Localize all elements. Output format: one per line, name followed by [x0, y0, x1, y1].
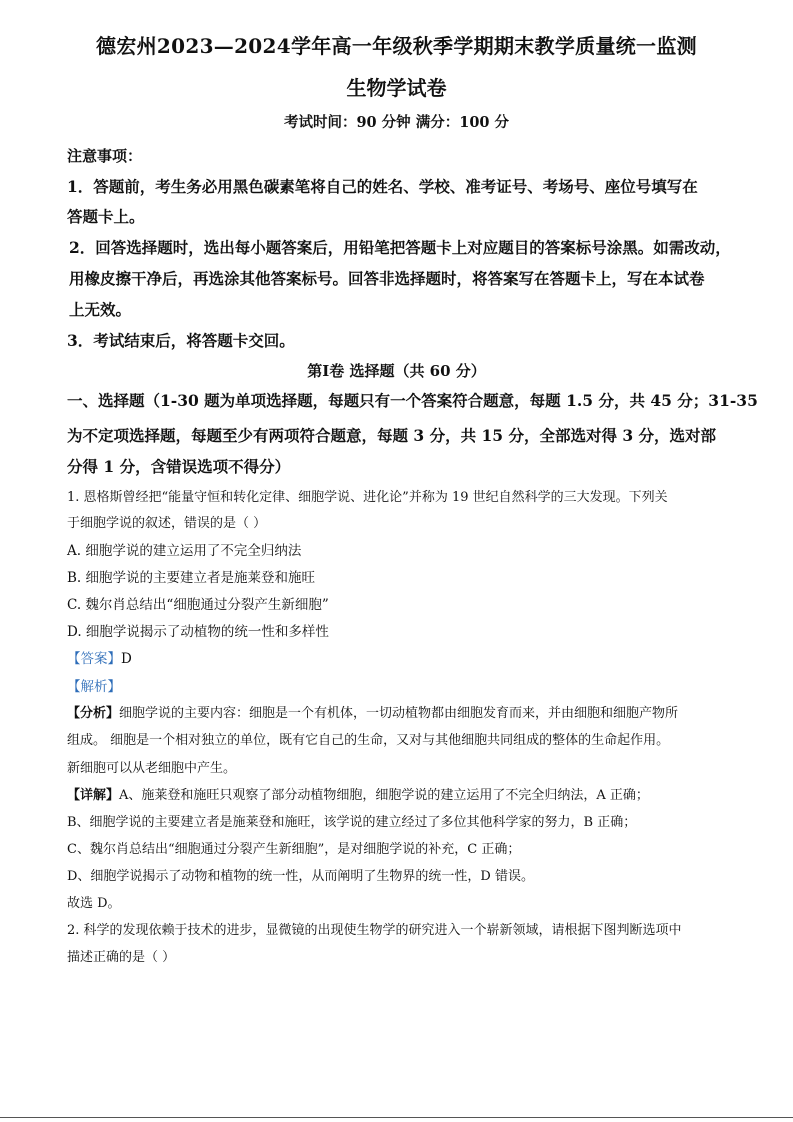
q1-option-a: A. 细胞学说的建立运用了不完全归纳法: [67, 543, 302, 559]
xiangjie-label: 【详解】: [67, 788, 120, 803]
analysis-label: 【解析】: [67, 679, 121, 695]
notice-item-2-line-3: 上无效。: [69, 300, 132, 319]
fenxi-line-3: 新细胞可以从老细胞中产生。: [67, 761, 237, 776]
notice-item-1-line-1: 1．答题前，考生务必用黑色碳素笔将自己的姓名、学校、准考证号、考场号、座位号填写在: [67, 177, 698, 196]
xiangjie-text-1: A、施莱登和施旺只观察了部分动植物细胞，细胞学说的建立运用了不完全归纳法，A 正确；: [119, 788, 649, 803]
notice-item-1-line-2: 答题卡上。: [67, 207, 145, 226]
q1-option-d: D. 细胞学说揭示了动植物的统一性和多样性: [67, 624, 329, 640]
section-title: 第Ⅰ卷 选择题（共 60 分）: [307, 362, 486, 380]
answer-value: D: [121, 651, 132, 667]
section-instruction-line-1: 一、选择题（1-30 题为单项选择题，每题只有一个答案符合题意，每题 1.5 分，共 45 分；31-35: [67, 391, 758, 410]
q1-conclusion: 故选 D。: [67, 896, 121, 911]
page-bottom-divider: [0, 1117, 793, 1118]
section-instruction-line-2: 为不定项选择题，每题至少有两项符合题意，每题 3 分，共 15 分，全部选对得 3 分，选对部: [67, 426, 717, 445]
fenxi-label: 【分析】: [67, 706, 120, 721]
notice-item-3: 3．考试结束后，将答题卡交回。: [67, 331, 295, 350]
xiangjie-line-1: [67, 784, 649, 803]
fenxi-line-1: [67, 702, 678, 721]
q1-option-b: B. 细胞学说的主要建立者是施莱登和施旺: [67, 570, 316, 586]
section-instruction-line-3: 分得 1 分，含错误选项不得分）: [67, 457, 291, 476]
fenxi-text-1: 细胞学说的主要内容：细胞是一个有机体，一切动植物都由细胞发育而来，并由细胞和细胞产物所: [119, 706, 679, 721]
answer-label: 【答案】: [67, 651, 121, 667]
exam-title: 德宏州2023—2024学年高一年级秋季学期期末教学质量统一监测: [96, 34, 697, 58]
exam-subtitle: 生物学试卷: [346, 76, 447, 100]
q1-stem-line-2: 于细胞学说的叙述，错误的是（ ）: [67, 516, 267, 531]
notice-item-2-line-1: 2．回答选择题时，选出每小题答案后，用铅笔把答题卡上对应题目的答案标号涂黑。如需改动，: [69, 238, 731, 257]
xiangjie-line-2: B、细胞学说的主要建立者是施莱登和施旺，该学说的建立经过了多位其他科学家的努力，B 正确；: [67, 815, 637, 830]
q1-answer: [67, 647, 132, 667]
notice-heading: 注意事项：: [67, 147, 143, 165]
notice-item-2-line-2: 用橡皮擦干净后，再选涂其他答案标号。回答非选择题时，将答案写在答题卡上，写在本试卷: [69, 269, 705, 288]
xiangjie-line-3: C、魏尔肖总结出“细胞通过分裂产生新细胞”，是对细胞学说的补充，C 正确；: [67, 842, 521, 857]
fenxi-line-2: 组成。 细胞是一个相对独立的单位，既有它自己的生命，又对与其他细胞共同组成的整体的生命起作用。: [67, 733, 670, 748]
q2-stem-line-2: 描述正确的是（ ）: [67, 950, 176, 965]
xiangjie-line-4: D、细胞学说揭示了动物和植物的统一性，从而阐明了生物界的统一性，D 错误。: [67, 869, 534, 884]
q1-stem-line-1: 1. 恩格斯曾经把“能量守恒和转化定律、细胞学说、进化论”并称为 19 世纪自然科学的三大发现。下列关: [67, 490, 668, 505]
exam-info: 考试时间：90 分钟 满分：100 分: [283, 114, 510, 131]
q1-option-c: C. 魏尔肖总结出“细胞通过分裂产生新细胞”: [67, 597, 329, 613]
q2-stem-line-1: 2. 科学的发现依赖于技术的进步，显微镜的出现使生物学的研究进入一个崭新领域，请根据下图判断选项中: [67, 923, 682, 938]
